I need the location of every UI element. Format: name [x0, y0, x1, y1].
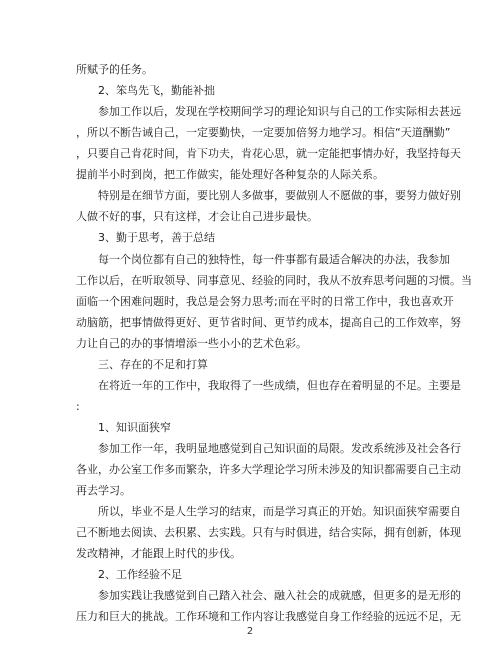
section-heading: 2、工作经验不足 — [98, 568, 182, 581]
text-line: 工作以后，在听取领导、同事意见、经验的同时，我从不放弃思考问题的习惯。当 — [76, 274, 472, 287]
text-line: 在将近一年的工作中，我取得了一些成绩，但也存在着明显的不足。主要是 — [98, 379, 461, 392]
text-line: 每一个岗位都有自己的独特性，每一件事都有最适合解决的办法，我参加 — [98, 253, 450, 266]
text-line: 力让自己的办的事情增添一些小小的艺术色彩。 — [76, 337, 307, 350]
text-line: 参加实践让我感觉到自己踏入社会、融入社会的成就感，但更多的是无形的 — [98, 589, 461, 602]
page-number: 2 — [246, 626, 254, 637]
text-line: 人做不好的事，只有这样，才会让自己进步最快。 — [76, 210, 318, 223]
section-heading: 1、知识面狭窄 — [98, 421, 171, 434]
section-heading: 2、笨鸟先飞，勤能补拙 — [98, 84, 215, 97]
text-line: : — [76, 400, 80, 413]
text-line: 再去学习。 — [76, 484, 131, 497]
section-heading: 3、勤于思考，善于总结 — [98, 231, 215, 244]
text-line: 参加工作一年，我明显地感觉到自己知识面的局限。发改系统涉及社会各行 — [98, 442, 461, 455]
text-line: 动脑筋，把事情做得更好、更节省时间、更节约成本，提高自己的工作效率，努 — [76, 316, 461, 329]
text-line: 压力和巨大的挑战。工作环境和工作内容让我感觉自身工作经验的远远不足，无 — [76, 610, 461, 623]
text-line: 各业，办公室工作多而繁杂，许多大学理论学习所未涉及的知识都需要自己主动 — [76, 463, 461, 476]
text-line: 面临一个困难问题时，我总是会努力思考;而在平时的日常工作中，我也喜欢开 — [76, 295, 454, 308]
text-line: ，只要自己肯花时间，肯下功夫，肯花心思，就一定能把事情办好，我坚持每天 — [76, 147, 461, 160]
text-line: 参加工作以后，发现在学校期间学习的理论知识与自己的工作实际相去甚远 — [98, 105, 461, 118]
section-heading: 三、存在的不足和打算 — [98, 358, 208, 371]
text-line: 所以，毕业不是人生学习的结束，而是学习真正的开始。知识面狭窄需要自 — [98, 505, 461, 518]
text-line: 发改精神，才能跟上时代的步伐。 — [76, 547, 241, 560]
text-line: ，所以不断告诫自己，一定要勤快，一定要加倍努力地学习。相信“天道酬勤” — [76, 126, 451, 139]
text-line: 特别是在细节方面，要比别人多做事，要做别人不愿做的事，要努力做好别 — [98, 189, 461, 202]
text-line: 提前半小时到岗，把工作做实，能处理好各种复杂的人际关系。 — [76, 168, 384, 181]
text-line: 所赋予的任务。 — [76, 63, 153, 76]
text-line: 己不断地去阅读、去积累、去实践。只有与时俱进，结合实际，拥有创新，体现 — [76, 526, 461, 539]
